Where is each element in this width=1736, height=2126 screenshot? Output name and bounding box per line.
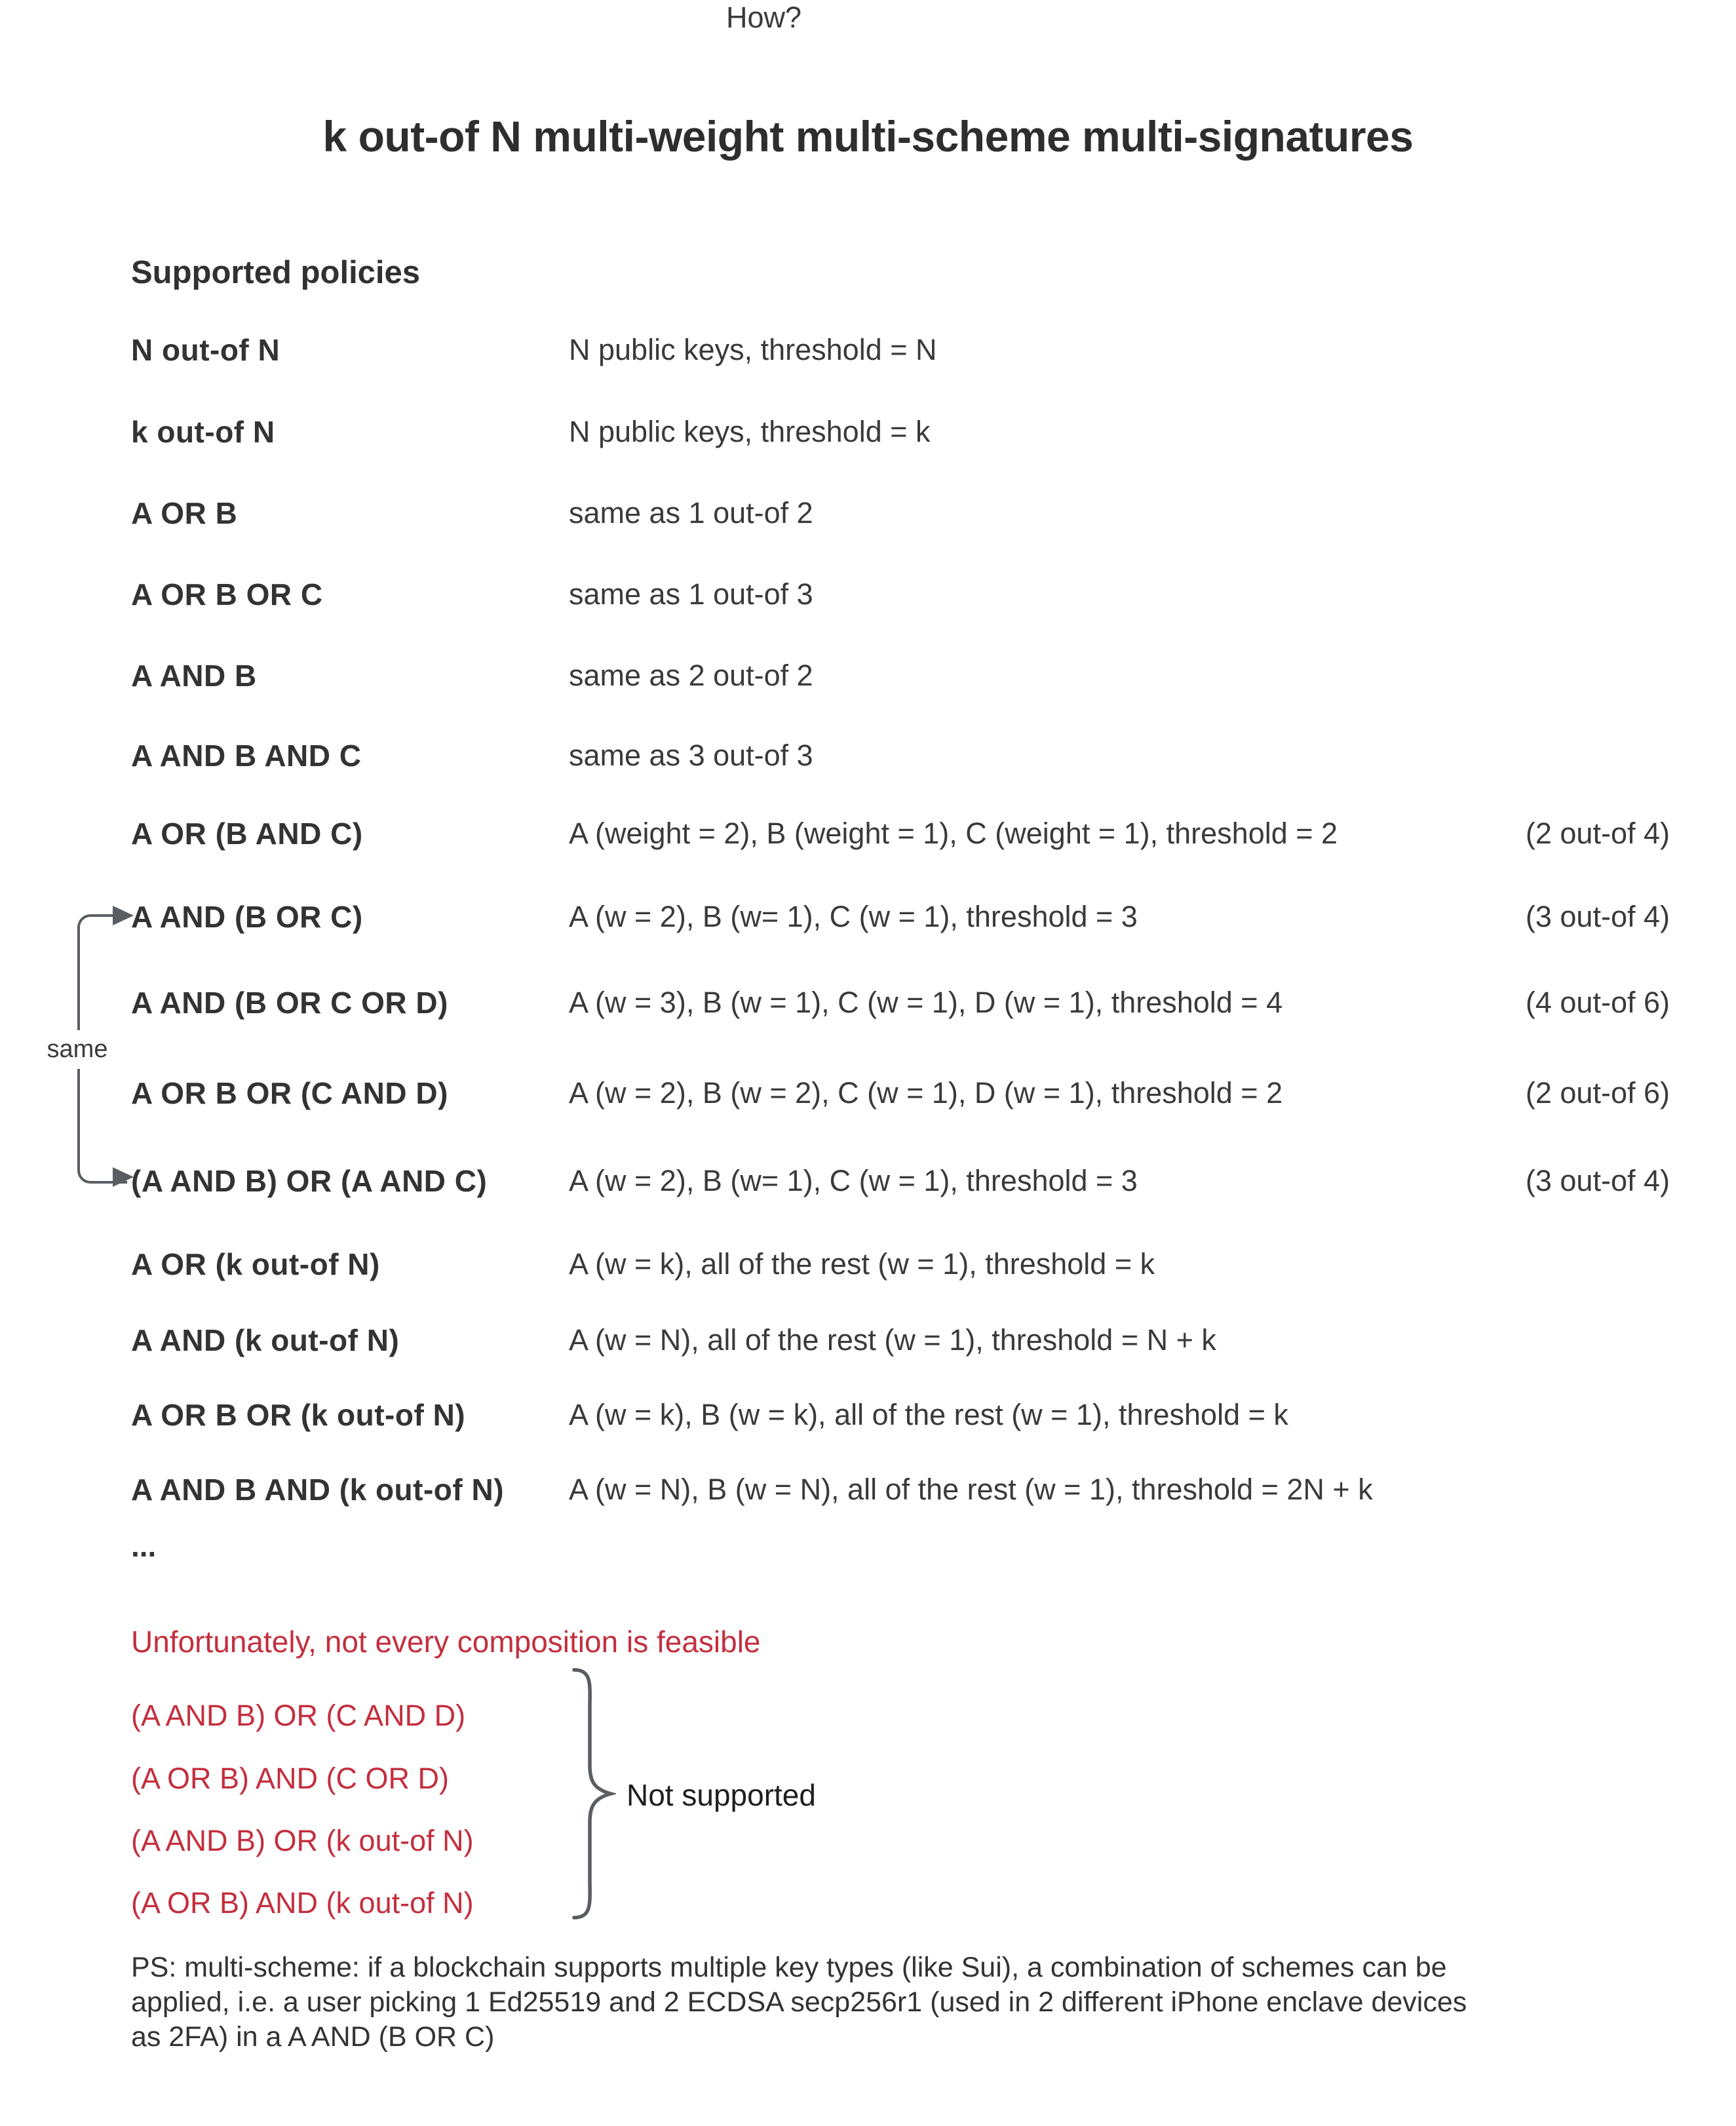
curly-brace-icon	[568, 1666, 616, 1922]
how-text: A (w = k), all of the rest (w = 1), threshold = k	[569, 1247, 1155, 1281]
policy-label: A AND B AND C	[131, 739, 362, 773]
policy-label: A AND B AND (k out-of N)	[131, 1473, 505, 1507]
infeasible-item: (A OR B) AND (k out-of N)	[131, 1886, 474, 1920]
policy-label: A AND (k out-of N)	[131, 1323, 400, 1357]
how-text: A (weight = 2), B (weight = 1), C (weight = 1), threshold = 2	[569, 817, 1338, 850]
how-text: N public keys, threshold = k	[569, 415, 931, 448]
infeasible-item: (A AND B) OR (k out-of N)	[131, 1824, 474, 1857]
equivalence-note: (3 out-of 4)	[1525, 900, 1670, 933]
infeasible-item: (A AND B) OR (C AND D)	[131, 1699, 466, 1732]
ps-line: PS: multi-scheme: if a blockchain supports multiple key types (like Sui), a combination of schemes can be	[131, 1952, 1447, 1983]
page-title: k out-of N multi-weight multi-scheme multi-signatures	[322, 112, 1414, 161]
policy-label: A OR (B AND C)	[131, 817, 363, 851]
equivalence-note: (4 out-of 6)	[1525, 986, 1670, 1019]
ps-line: as 2FA) in a A AND (B OR C)	[131, 2021, 495, 2053]
how-text: same as 2 out-of 2	[569, 659, 813, 692]
policy-label: k out-of N	[131, 415, 275, 449]
policy-label: A OR B	[131, 496, 238, 530]
how-text: same as 3 out-of 3	[569, 739, 813, 772]
arrow-right-icon	[113, 1167, 134, 1187]
same-annotation-label: same	[43, 1030, 112, 1069]
column-header-policies: Supported policies	[131, 255, 421, 290]
column-header-how: How?	[726, 1, 802, 34]
how-text: same as 1 out-of 3	[569, 577, 813, 611]
policy-label: A AND (B OR C)	[131, 900, 363, 934]
policy-label: A AND B	[131, 659, 257, 693]
policy-label: A OR B OR C	[131, 577, 323, 611]
how-text: A (w = N), all of the rest (w = 1), threshold = N + k	[569, 1323, 1216, 1357]
not-supported-label: Not supported	[627, 1778, 816, 1812]
policy-label: A OR (k out-of N)	[131, 1247, 380, 1281]
equivalence-note: (2 out-of 6)	[1525, 1076, 1670, 1110]
more-rows-ellipsis: ...	[131, 1529, 157, 1563]
how-text: A (w = 2), B (w = 2), C (w = 1), D (w = 1), threshold = 2	[569, 1076, 1283, 1110]
ps-footnote	[131, 1950, 1467, 2055]
equivalence-note: (3 out-of 4)	[1525, 1164, 1670, 1197]
ps-line: applied, i.e. a user picking 1 Ed25519 and 2 ECDSA secp256r1 (used in 2 different iPhone enclave devices	[131, 1986, 1467, 2018]
infeasible-heading: Unfortunately, not every composition is feasible	[131, 1625, 761, 1659]
policy-label: (A AND B) OR (A AND C)	[131, 1164, 488, 1198]
how-text: A (w = 2), B (w= 1), C (w = 1), threshold = 3	[569, 1164, 1138, 1197]
policy-label: A OR B OR (C AND D)	[131, 1076, 448, 1110]
arrow-right-icon	[113, 906, 134, 925]
how-text: A (w = 2), B (w= 1), C (w = 1), threshold = 3	[569, 900, 1138, 933]
policy-label: A OR B OR (k out-of N)	[131, 1398, 466, 1432]
policy-label: A AND (B OR C OR D)	[131, 986, 448, 1020]
how-text: A (w = 3), B (w = 1), C (w = 1), D (w = 1), threshold = 4	[569, 986, 1283, 1019]
how-text: A (w = N), B (w = N), all of the rest (w = 1), threshold = 2N + k	[569, 1473, 1373, 1506]
how-text: A (w = k), B (w = k), all of the rest (w = 1), threshold = k	[569, 1398, 1288, 1431]
how-text: same as 1 out-of 2	[569, 496, 813, 530]
how-text: N public keys, threshold = N	[569, 333, 937, 366]
infeasible-item: (A OR B) AND (C OR D)	[131, 1762, 450, 1795]
policy-label: N out-of N	[131, 333, 280, 367]
equivalence-note: (2 out-of 4)	[1525, 817, 1670, 850]
